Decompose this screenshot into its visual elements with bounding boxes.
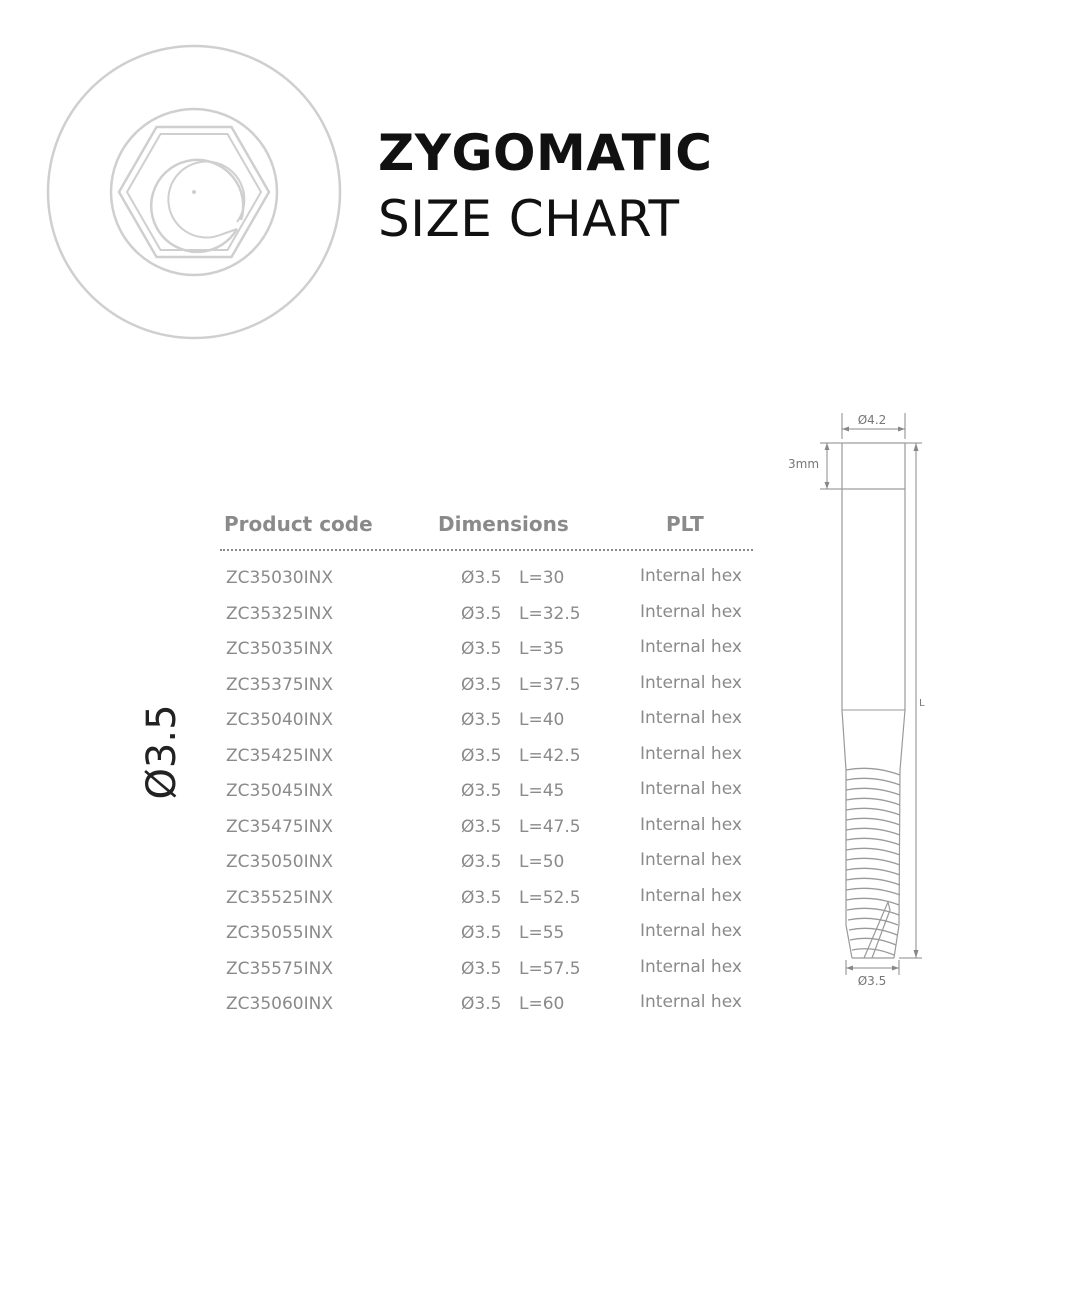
diameter-cell: Ø3.5 bbox=[461, 639, 502, 659]
diameter-cell: Ø3.5 bbox=[461, 852, 502, 872]
plt-cell: Internal hex bbox=[640, 601, 742, 622]
diameter-cell: Ø3.5 bbox=[461, 568, 502, 588]
diameter-cell: Ø3.5 bbox=[461, 887, 502, 908]
product-code-cell: ZC35525INX bbox=[226, 887, 333, 908]
product-code-cell: ZC35055INX bbox=[226, 923, 333, 943]
table-row bbox=[0, 778, 780, 814]
length-cell: L=52.5 bbox=[519, 887, 581, 908]
bottom-diameter-label: Ø3.5 bbox=[857, 974, 887, 988]
diameter-cell: Ø3.5 bbox=[461, 781, 502, 801]
plt-cell: Internal hex bbox=[640, 743, 742, 764]
column-header-dimensions: Dimensions bbox=[438, 512, 569, 536]
product-code-cell: ZC35050INX bbox=[226, 852, 333, 872]
table-row bbox=[0, 885, 780, 921]
diameter-cell: Ø3.5 bbox=[461, 994, 502, 1014]
plt-cell: Internal hex bbox=[640, 992, 742, 1012]
product-code-cell: ZC35030INX bbox=[226, 568, 333, 588]
diameter-cell: Ø3.5 bbox=[461, 674, 502, 695]
product-code-cell: ZC35035INX bbox=[226, 639, 333, 659]
table-row bbox=[0, 707, 780, 743]
diameter-cell: Ø3.5 bbox=[461, 958, 502, 979]
product-code-cell: ZC35425INX bbox=[226, 745, 333, 766]
implant-technical-drawing bbox=[780, 405, 940, 995]
diameter-cell: Ø3.5 bbox=[461, 923, 502, 943]
diameter-cell: Ø3.5 bbox=[461, 816, 502, 837]
page-title: ZYGOMATIC bbox=[378, 124, 713, 182]
top-diameter-label: Ø4.2 bbox=[857, 413, 887, 427]
plt-cell: Internal hex bbox=[640, 885, 742, 906]
table-row bbox=[0, 601, 780, 637]
table-row bbox=[0, 636, 780, 672]
length-cell: L=35 bbox=[519, 639, 565, 659]
length-cell: L=45 bbox=[519, 781, 565, 801]
column-header-plt: PLT bbox=[666, 512, 704, 536]
plt-cell: Internal hex bbox=[640, 956, 742, 977]
plt-cell: Internal hex bbox=[640, 921, 742, 941]
diameter-cell: Ø3.5 bbox=[461, 710, 502, 730]
table-row bbox=[0, 565, 780, 601]
length-cell: L=37.5 bbox=[519, 674, 581, 695]
table-row bbox=[0, 814, 780, 850]
plt-cell: Internal hex bbox=[640, 708, 742, 728]
length-cell: L=50 bbox=[519, 852, 565, 872]
length-cell: L=32.5 bbox=[519, 603, 581, 624]
length-cell: L=40 bbox=[519, 710, 565, 730]
diameter-group-label: Ø3.5 bbox=[139, 704, 185, 800]
length-cell: L=55 bbox=[519, 923, 565, 943]
plt-cell: Internal hex bbox=[640, 566, 742, 586]
diameter-cell: Ø3.5 bbox=[461, 745, 502, 766]
length-cell: L=42.5 bbox=[519, 745, 581, 766]
thread-pattern bbox=[846, 768, 900, 955]
header-divider bbox=[220, 549, 753, 551]
table-row bbox=[0, 743, 780, 779]
length-cell: L=47.5 bbox=[519, 816, 581, 837]
plt-cell: Internal hex bbox=[640, 672, 742, 693]
product-code-cell: ZC35575INX bbox=[226, 958, 333, 979]
product-code-cell: ZC35475INX bbox=[226, 816, 333, 837]
length-cell: L=60 bbox=[519, 994, 565, 1014]
table-row bbox=[0, 672, 780, 708]
length-cell: L=30 bbox=[519, 568, 565, 588]
page-subtitle: SIZE CHART bbox=[378, 190, 680, 248]
table-row bbox=[0, 956, 780, 992]
table-row bbox=[0, 920, 780, 956]
product-code-cell: ZC35375INX bbox=[226, 674, 333, 695]
column-header-product-code: Product code bbox=[224, 512, 373, 536]
table-row bbox=[0, 991, 780, 1027]
product-code-cell: ZC35040INX bbox=[226, 710, 333, 730]
diameter-cell: Ø3.5 bbox=[461, 603, 502, 624]
product-code-cell: ZC35045INX bbox=[226, 781, 333, 801]
plt-cell: Internal hex bbox=[640, 814, 742, 835]
brand-logo-emblem bbox=[46, 44, 342, 340]
plt-cell: Internal hex bbox=[640, 850, 742, 870]
length-label: L bbox=[919, 698, 925, 709]
collar-height-label: 3mm bbox=[788, 457, 820, 471]
plt-cell: Internal hex bbox=[640, 779, 742, 799]
length-cell: L=57.5 bbox=[519, 958, 581, 979]
plt-cell: Internal hex bbox=[640, 637, 742, 657]
product-code-cell: ZC35060INX bbox=[226, 994, 333, 1014]
table-row bbox=[0, 849, 780, 885]
size-table-body bbox=[0, 565, 780, 1027]
product-code-cell: ZC35325INX bbox=[226, 603, 333, 624]
